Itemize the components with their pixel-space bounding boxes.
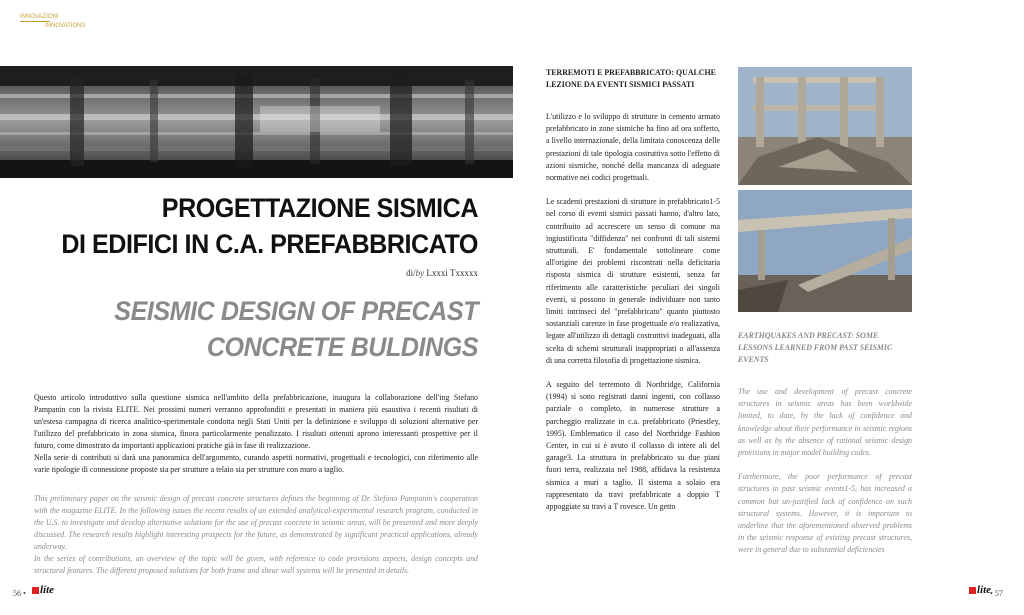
logo-mark-icon <box>32 587 39 594</box>
body-column-italian <box>546 67 720 525</box>
motion-blur-image <box>0 66 513 178</box>
intro-en-paragraph-2: In the series of contributions, an overview of the topic will be given, with reference to code provisions aspects, design concepts and structural features. The different proposed solutions for both frame and shear wall systems will be presented in details. <box>34 554 478 575</box>
collapsed-building-photo <box>738 67 912 185</box>
intro-italian <box>34 392 478 476</box>
page-right-number: 57 <box>994 589 1003 598</box>
intro-en-paragraph-1: This preliminary paper on the seismic design of precast concrete structures defines the beginning of Dr. Stefano Pampanin's cooperation with the magazine ELITE. In the following issues the recent results of an extended analytical-experimental research program, conducted in the U.S. to investigate and develop alternative solutions for the use of precast concrete in seismic areas, will be presented and more deeply discussed. The research results highlight interesting prospects for the future, as demonstrated by significant practical applications, already underway. <box>34 494 478 551</box>
page-right-bullet: • <box>990 589 993 598</box>
intro-it-paragraph-2: Nella serie di contributi si darà una panoramica dell'argomento, curando aspetti normativi, progettuali e tecnologici, con riferimento alle varie tipologie di connessione proposte sia per strutture a telaio sia per strutture con muro a taglio. <box>34 453 478 474</box>
rubric-english: INNOVATIONS <box>45 23 86 29</box>
building-ruin-image <box>738 67 912 185</box>
collapsed-bridge-photo <box>738 190 912 312</box>
title-en-line1: SEISMIC DESIGN OF PRECAST <box>114 296 478 326</box>
page-number-left <box>13 589 26 598</box>
bridge-collapse-image <box>738 190 912 312</box>
body-column-english <box>738 330 912 569</box>
byline-author: Lxxxi Txxxxx <box>424 268 478 278</box>
body-en-paragraph-2: Furthermore, the poor performance of precast structures in past seismic events1-5, has increased a common but un-justified lack of confidence on such structural systems. However, it is important to underline that the aforementioned observed problems in the seismic response of existing precast structures, were in general due to substantial deficiencies <box>738 472 912 555</box>
byline-prefix: di/ <box>406 268 416 278</box>
title-it-line1: PROGETTAZIONE SISMICA <box>161 193 478 223</box>
intro-english <box>34 493 478 577</box>
elite-logo-left <box>32 584 54 596</box>
section-heading-english: EARTHQUAKES AND PRECAST: SOME LESSONS LEARNED FROM PAST SEISMIC EVENTS <box>738 331 893 364</box>
body-it-paragraph-3: A seguito del terremoto di Northridge, California (1994) si sono registrati danni ingenti, con collasso parziale o completo, in numerose strutture a parcheggio realizzate in c.a. prefabbricato (Priestley, 1995). Emblematico il caso del Northridge Fashion Center, in cui si è avuto il collasso di intere ali del garage3. La struttura in prefabbricato su due piani fuori terra, realizzata nel 1988, affidava la resistenza sismica a muri a taglio. Il sistema a solaio era rappresentato da travi prefabbricate a doppio T appoggiate su travi a T rovesce. Un getto <box>546 380 720 512</box>
section-heading-italian: TERREMOTI E PREFABBRICATO: QUALCHE LEZIONE DA EVENTI SISMICI PASSATI <box>546 68 716 89</box>
page-left-bullet: • <box>23 589 26 598</box>
page-number-right <box>990 589 1003 598</box>
rubric-italian: INNOVAZIONI <box>20 14 59 20</box>
byline <box>300 268 478 278</box>
intro-it-paragraph-1: Questo articolo introduttivo sulla questione sismica nell'ambito della prefabbricazione, inaugura la collaborazione dell'ing Stefano Pampanin con la rivista ELITE. Nei prossimi numeri verranno approfonditi e presentati in maniera più esaustiva i recenti risultati di un'estesa campagna di ricerca analitico-sperimentale condotta negli Stati Uniti per la definizione e sviluppo di soluzioni alternative per l'utilizzo del prefabbricato in zona sismica, finora particolarmente penalizzato. I risultati ottenuti aprono interessanti prospettive per il futuro, come dimostrato da importanti applicazioni pratiche già in fase di realizzazione. <box>34 393 478 450</box>
byline-by: by <box>415 268 425 278</box>
page-left-number: 56 <box>13 589 21 598</box>
title-en-line2: CONCRETE BULDINGS <box>206 332 478 362</box>
logo-text-left: lite <box>40 584 55 596</box>
logo-mark-icon <box>969 587 976 594</box>
article-title-italian <box>52 190 478 262</box>
logo-text-right: lite <box>977 584 992 596</box>
section-rubric <box>20 13 85 30</box>
elite-logo-right <box>969 584 991 596</box>
body-it-paragraph-2: Le scadenti prestazioni di strutture in prefabbricato1-5 nel corso di eventi sismici passati hanno, d'altro lato, contribuito ad accrescere un senso di comune ma ingiustificata "diffidenza" nei confronti di tali sistemi strutturali. E' fondamentale sottolineare come all'origine dei problemi riscontrati nella deficitaria risposta sismica di strutture esistenti, senza far riferimento alle caratteristiche peculiari dei singoli eventi, si possono in generale individuare non tanto limiti intrinseci del "prefabbricato" quanto piuttosto sostanziali carenze in fase progettuale e/o realizzativa, legate all'utilizzo di dettagli costruttivi inadeguati, alla scelta di schemi strutturali inappropriati o all'assenza di una corretta filosofia di progettazione sismica. <box>546 197 720 365</box>
article-title-english <box>52 293 478 365</box>
hero-photo <box>0 66 513 178</box>
body-it-paragraph-1: L'utilizzo e lo sviluppo di strutture in cemento armato prefabbricato in zone sismiche ha fino ad ora sofferto, a livello internazionale, della limitata conoscenza delle prestazioni di tale tipologia costruttiva sotto l'effetto di azioni sismiche, nonché della mancanza di adeguate normative nei codici progettuali. <box>546 112 720 183</box>
body-en-paragraph-1: The use and development of precast concrete structures in seismic areas has been worldwide limited, to date, by the lack of confidence and knowledge about their performance in seismic regions as well as by the absence of rational seismic design provisions in major model building codes. <box>738 387 912 458</box>
title-it-line2: DI EDIFICI IN C.A. PREFABBRICATO <box>61 229 479 259</box>
